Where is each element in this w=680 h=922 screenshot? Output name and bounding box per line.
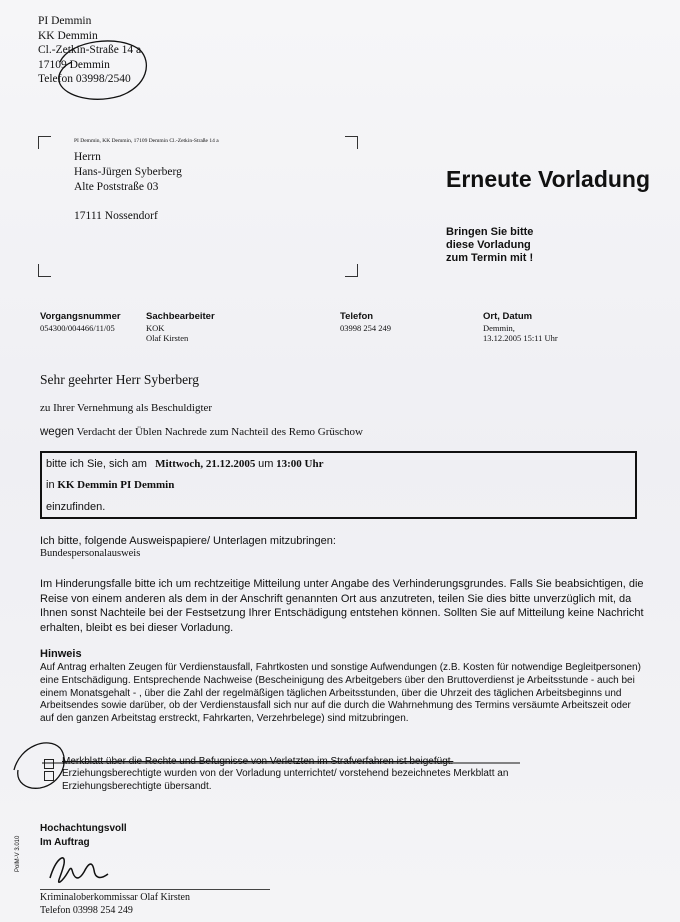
phone-number: 03998 254 249 xyxy=(340,323,391,333)
documents-item: Bundespersonalausweis xyxy=(40,548,141,559)
reason-prefix: wegen xyxy=(40,426,74,438)
bring-notice xyxy=(446,226,533,265)
reason-line xyxy=(40,426,363,438)
officer-label: Sachbearbeiter xyxy=(146,311,215,322)
guardian-checkbox[interactable] xyxy=(44,771,54,781)
appointment-time: 13:00 Uhr xyxy=(276,458,324,470)
appointment-prefix: bitte ich Sie, sich am xyxy=(46,458,147,470)
sender-address xyxy=(38,14,141,87)
recipient-salutation: Herrn xyxy=(74,151,101,163)
appointment-date: Mittwoch, 21.12.2005 xyxy=(155,458,256,470)
greeting: Sehr geehrter Herr Syberberg xyxy=(40,372,200,387)
appointment-closing: einzufinden. xyxy=(46,501,106,513)
hindrance-paragraph: Im Hinderungsfalle bitte ich um rechtzeitige Mitteilung unter Angabe des Verhinderungsgrundes. Falls Sie beabsichtigen, die Reise von einem anderen als dem in der Anschrift genannten Ort aus anzutreten, teilen Sie dies bitte unverzüglich mit, da Ihnen sonst Nachteile bei der Festsetzung Ihrer Entschädigung entstehen können. Sollten Sie auf Mitteilung keine Nachricht erhalten, bleibt es bei dieser Vorladung. xyxy=(40,578,644,634)
appointment-location: KK Demmin PI Demmin xyxy=(57,479,175,491)
guardian-text-line: Erziehungsberechtigte wurden von der Vorladung unterrichtet/ vorstehend bezeichnetes Merkblatt an xyxy=(62,768,509,779)
document-title: Erneute Vorladung xyxy=(446,166,651,192)
case-number-label: Vorgangsnummer xyxy=(40,311,121,322)
pen-circle-mark-checkbox xyxy=(14,743,64,788)
address-window-corner xyxy=(345,136,358,149)
recipient-name: Hans-Jürgen Syberberg xyxy=(74,166,182,178)
sender-line: Cl.-Zetkin-Straße 14 a xyxy=(38,44,142,56)
address-window-corner xyxy=(345,264,358,277)
appointment-location-prefix: in xyxy=(46,479,55,491)
signature-line xyxy=(40,889,270,890)
place-date-value xyxy=(483,323,558,343)
bring-notice-line: zum Termin mit ! xyxy=(446,252,534,264)
officer-value xyxy=(146,323,188,343)
officer-name: Olaf Kirsten xyxy=(146,333,189,343)
sender-line: PI Demmin xyxy=(38,15,92,27)
date: 13.12.2005 15:11 Uhr xyxy=(483,333,558,343)
address-window-corner xyxy=(38,136,51,149)
closing xyxy=(40,822,127,850)
reason-text: Verdacht der Üblen Nachrede zum Nachteil des Remo Grüschow xyxy=(76,426,363,438)
phone-label: Telefon xyxy=(340,311,374,322)
recipient-street: Alte Poststraße 03 xyxy=(74,181,159,193)
signer-name: Kriminaloberkommissar Olaf Kirsten xyxy=(40,892,190,903)
leaflet-label xyxy=(62,756,453,767)
appointment-um: um xyxy=(258,458,274,470)
phone-value xyxy=(340,323,391,333)
guardian-label xyxy=(62,768,508,793)
purpose-line: zu Ihrer Vernehmung als Beschuldigter xyxy=(40,402,213,414)
leaflet-text: Merkblatt über die Rechte und Befugnisse von Verletzten im Strafverfahren ist beigefügt. xyxy=(62,756,454,767)
recipient-city: 17111 Nossendorf xyxy=(74,210,158,222)
signer-phone: Telefon 03998 254 249 xyxy=(40,905,133,916)
hint-title: Hinweis xyxy=(40,648,82,660)
bring-notice-line: Bringen Sie bitte xyxy=(446,226,534,238)
documents-title: Ich bitte, folgende Ausweispapiere/ Unterlagen mitzubringen: xyxy=(40,535,336,547)
leaflet-checkbox[interactable] xyxy=(44,759,54,769)
recipient-address xyxy=(74,150,182,224)
closing-on-behalf: Im Auftrag xyxy=(40,837,90,848)
place-date-label: Ort, Datum xyxy=(483,311,533,322)
case-number-value xyxy=(40,323,115,333)
signature-mark xyxy=(50,858,108,882)
signer-block xyxy=(40,891,190,917)
place: Demmin, xyxy=(483,323,515,333)
sender-line: KK Demmin xyxy=(38,29,98,42)
appointment-line xyxy=(46,458,323,470)
bring-notice-line: diese Vorladung xyxy=(446,239,531,251)
closing-regards: Hochachtungsvoll xyxy=(40,823,127,834)
case-number: 054300/004466/11/05 xyxy=(40,323,115,333)
sender-line: Telefon 03998/2540 xyxy=(38,73,131,85)
officer-rank: KOK xyxy=(146,323,165,333)
return-address: PI Demmin, KK Demmin, 17109 Demmin Cl.-Zetkin-Straße 14 a xyxy=(74,138,219,144)
hint-paragraph: Auf Antrag erhalten Zeugen für Verdienstausfall, Fahrtkosten und sonstige Aufwendungen (z.B. Kosten für notwendige Begleitpersonen) eine Entschädigung. Entsprechende Nachweise (Bescheinigung des Arbeitgebers über den Bruttoverdienst je Arbeitsstunde - auch bei einem Monatsgehalt - , über die Zahl der regelmäßigen täglichen Arbeitsstunden, über die Uhrzeit des täglichen Arbeitsbeginns und Arbeitsendes sowie darüber, ob der Verdienstausfall sich nur auf die durch die Wahrnehmung des Termins versäumte Arbeitszeit oder auf den ganzen Arbeitstag erstreckt, Fahrkarten, Verzehrbelege) sind mitzubringen. xyxy=(40,662,641,725)
form-code: PolM-V 3.010 xyxy=(15,835,21,872)
guardian-text-line: Erziehungsberechtigte übersandt. xyxy=(62,780,212,792)
address-window-corner xyxy=(38,264,51,277)
appointment-location-line xyxy=(46,479,174,491)
sender-line: 17109 Demmin xyxy=(38,58,110,71)
